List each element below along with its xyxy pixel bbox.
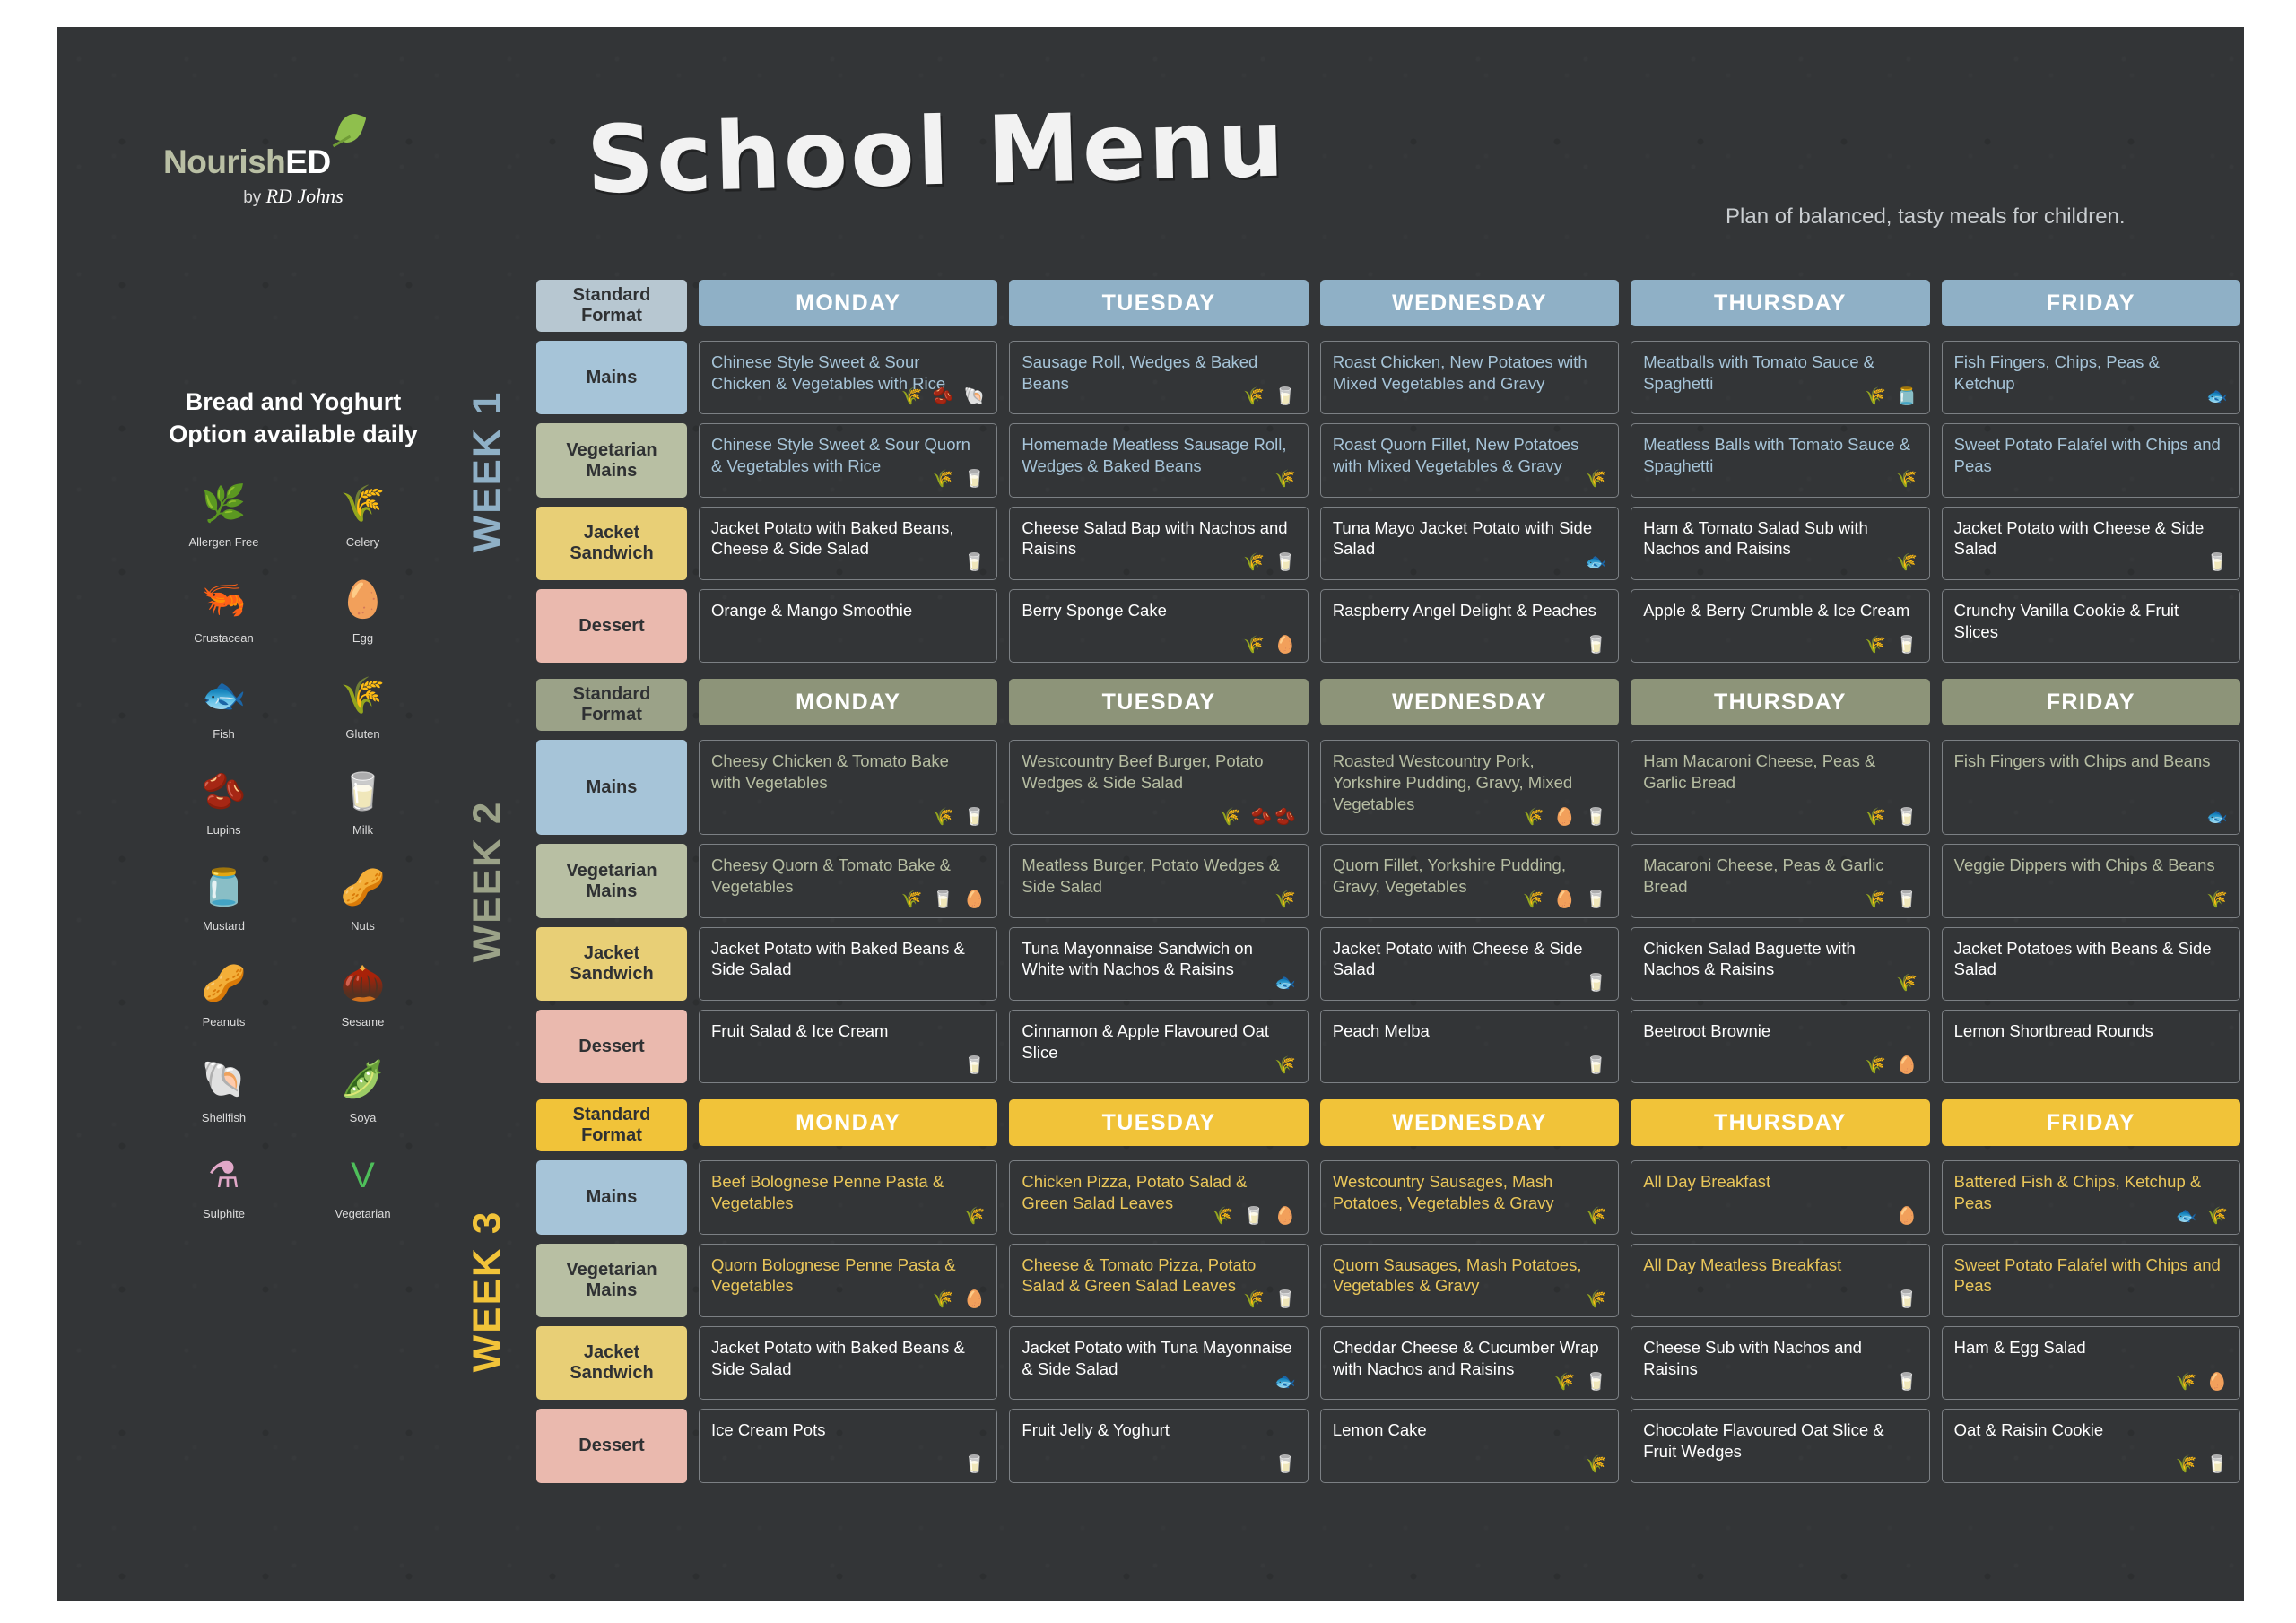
legend-item-label: Shellfish — [201, 1110, 247, 1124]
legend-item — [154, 867, 293, 933]
legend-item — [293, 867, 432, 933]
row-header-dessert: Dessert — [536, 1010, 687, 1083]
menu-item-text: Jacket Potato with Cheese & Side Salad — [1332, 938, 1583, 979]
menu-item-text: Lemon Cake — [1332, 1420, 1427, 1440]
lupins-icon: 🫘 — [201, 771, 247, 812]
allergen-icons: 🌾 🥛 — [1865, 808, 1920, 828]
menu-item-text: Fish Fingers with Chips and Beans — [1953, 751, 2211, 771]
allergen-icons: 🥚 — [1895, 1207, 1920, 1227]
menu-cell — [1320, 1244, 1619, 1317]
allergen-icons: 🌾 — [1274, 890, 1299, 910]
day-header-thursday: THURSDAY — [1631, 1099, 1929, 1146]
menu-cell — [1320, 507, 1619, 580]
menu-grid — [465, 280, 2240, 1499]
menu-cell — [699, 589, 997, 663]
week-label-text: WEEK 2 — [465, 800, 509, 963]
allergen-icons: 🌾 — [1895, 973, 1920, 993]
menu-cell — [1009, 844, 1308, 917]
row-header-mains: Mains — [536, 341, 687, 414]
menu-item-text: Jacket Potato with Baked Beans, Cheese & Side Salad — [711, 517, 954, 559]
legend-item-label: Soya — [349, 1110, 377, 1124]
menu-item-text: Westcountry Beef Burger, Potato Wedges & Side Salad — [1022, 751, 1264, 793]
menu-item-text: Orange & Mango Smoothie — [711, 601, 913, 621]
allergen-icons: 🌾 — [2206, 890, 2231, 910]
day-header-friday: FRIDAY — [1942, 280, 2240, 326]
brand-byline-name: RD Johns — [265, 185, 344, 207]
allergen-icons: 🌾 🥚 — [1865, 1056, 1920, 1076]
menu-row-jacket — [536, 1326, 2240, 1400]
menu-item-text: Crunchy Vanilla Cookie & Fruit Slices — [1953, 601, 2179, 641]
brand-name-secondary: ED — [285, 143, 331, 180]
day-header-row — [536, 280, 2240, 332]
brand-logo — [163, 143, 423, 208]
allergen-icons: 🐟 — [1274, 1373, 1299, 1393]
menu-item-text: Meatless Burger, Potato Wedges & Side Salad — [1022, 855, 1280, 897]
week-label-text: WEEK 3 — [465, 1210, 509, 1373]
day-header-tuesday: TUESDAY — [1009, 679, 1308, 725]
menu-row-dessert — [536, 1010, 2240, 1083]
menu-cell — [699, 927, 997, 1001]
allergen-icons: 🌾 🥛 — [1865, 636, 1920, 655]
legend-title — [154, 386, 432, 451]
soya-icon: 🫛 — [340, 1059, 386, 1099]
menu-cell — [1631, 1244, 1929, 1317]
legend-item-label: Celery — [345, 534, 380, 549]
menu-row-dessert — [536, 589, 2240, 663]
brand-name-primary: Nourish — [163, 143, 286, 180]
menu-cell — [1320, 423, 1619, 497]
legend-item — [154, 1155, 293, 1220]
allergen-icons: 🌾 — [1585, 1289, 1610, 1309]
legend-item — [154, 771, 293, 837]
fish-icon: 🐟 — [201, 675, 247, 716]
menu-item-text: Cheesy Quorn & Tomato Bake & Vegetables — [711, 855, 952, 897]
menu-cell — [699, 1160, 997, 1234]
menu-item-text: Chinese Style Sweet & Sour Chicken & Vegetables with Rice — [711, 352, 946, 393]
menu-item-text: Tuna Mayo Jacket Potato with Side Salad — [1332, 517, 1593, 559]
menu-cell — [1631, 1409, 1929, 1482]
menu-item-text: Macaroni Cheese, Peas & Garlic Bread — [1643, 855, 1884, 897]
menu-cell — [1009, 507, 1308, 580]
legend-grid — [154, 483, 432, 1220]
legend-item — [293, 483, 432, 549]
celery-icon: 🌾 — [340, 483, 386, 524]
menu-item-text: Raspberry Angel Delight & Peaches — [1332, 601, 1596, 621]
menu-item-text: Veggie Dippers with Chips & Beans — [1953, 855, 2215, 875]
menu-item-text: Ham Macaroni Cheese, Peas & Garlic Bread — [1643, 751, 1876, 793]
menu-cell — [699, 1244, 997, 1317]
allergen-icons: 🌾 🥛 — [1243, 552, 1299, 572]
menu-board — [57, 27, 2244, 1601]
allergen-icons: 🐟 — [1274, 973, 1299, 993]
menu-cell — [1942, 1326, 2240, 1400]
menu-item-text: Westcountry Sausages, Mash Potatoes, Vegetables & Gravy — [1332, 1172, 1554, 1213]
allergen-icons: 🥛 — [1585, 1056, 1610, 1076]
menu-cell — [1942, 507, 2240, 580]
menu-item-text: Jacket Potato with Baked Beans & Side Salad — [711, 938, 965, 979]
gluten-icon: 🌾 — [340, 675, 386, 716]
menu-cell — [1631, 341, 1929, 414]
day-header-monday: MONDAY — [699, 1099, 997, 1146]
allergen-icons: 🌾 🥛 — [1865, 890, 1920, 910]
allergen-icons: 🌾 — [963, 1207, 988, 1227]
row-header-jacket: Jacket Sandwich — [536, 507, 687, 580]
sulphite-icon: ⚗ — [207, 1155, 240, 1195]
egg-icon: 🥚 — [340, 579, 386, 620]
menu-item-text: Sausage Roll, Wedges & Baked Beans — [1022, 352, 1258, 393]
menu-cell — [1009, 1409, 1308, 1482]
allergen-icons: 🌾 🥛 🥚 — [1212, 1207, 1299, 1227]
allergen-icons: 🥛 — [963, 1056, 988, 1076]
menu-cell — [1320, 1409, 1619, 1482]
legend-item-label: Gluten — [345, 726, 380, 741]
menu-cell — [1942, 423, 2240, 497]
allergen-icons: 🌾 — [1274, 1056, 1299, 1076]
allergen-icons: 🌾 🥛 — [1243, 387, 1299, 407]
mustard-icon: 🫙 — [201, 867, 247, 907]
menu-item-text: Cheese & Tomato Pizza, Potato Salad & Green Salad Leaves — [1022, 1254, 1257, 1296]
menu-cell — [1320, 589, 1619, 663]
day-header-tuesday: TUESDAY — [1009, 280, 1308, 326]
menu-item-text: Oat & Raisin Cookie — [1953, 1420, 2104, 1440]
legend-item — [293, 675, 432, 741]
legend-item-label: Crustacean — [194, 630, 254, 645]
legend-title-line2: Option available daily — [169, 421, 418, 448]
menu-cell — [1009, 1244, 1308, 1317]
menu-item-text: Roast Quorn Fillet, New Potatoes with Mixed Vegetables & Gravy — [1332, 435, 1579, 476]
menu-cell — [1320, 740, 1619, 835]
row-header-mains: Mains — [536, 1160, 687, 1234]
menu-cell — [1631, 844, 1929, 917]
allergen-icons: 🌾 — [1274, 470, 1299, 490]
menu-cell — [1631, 423, 1929, 497]
day-header-monday: MONDAY — [699, 280, 997, 326]
menu-cell — [1631, 589, 1929, 663]
menu-item-text: Meatballs with Tomato Sauce & Spaghetti — [1643, 352, 1874, 393]
menu-cell — [1009, 589, 1308, 663]
row-header-jacket: Jacket Sandwich — [536, 1326, 687, 1400]
legend-item-label: Fish — [213, 726, 235, 741]
legend-item-label: Vegetarian — [335, 1206, 391, 1220]
legend-item-label: Allergen Free — [188, 534, 259, 549]
nuts-icon: 🥜 — [340, 867, 386, 907]
menu-cell — [699, 1326, 997, 1400]
row-header-vegetarian: Vegetarian Mains — [536, 1244, 687, 1317]
allergen-icons: 🥛 — [963, 552, 988, 572]
menu-row-vegetarian — [536, 1244, 2240, 1317]
legend-item — [293, 963, 432, 1028]
menu-cell — [1942, 927, 2240, 1001]
allergen-icons: 🌾 🥛 🥚 — [900, 890, 988, 910]
menu-item-text: Chicken Pizza, Potato Salad & Green Salad Leaves — [1022, 1172, 1248, 1213]
menu-item-text: Apple & Berry Crumble & Ice Cream — [1643, 601, 1910, 621]
menu-cell — [1320, 341, 1619, 414]
menu-row-vegetarian — [536, 423, 2240, 497]
day-header-wednesday: WEDNESDAY — [1320, 1099, 1619, 1146]
peanuts-icon: 🥜 — [201, 963, 247, 1003]
menu-item-text: Lemon Shortbread Rounds — [1953, 1021, 2153, 1041]
menu-cell — [1009, 1160, 1308, 1234]
menu-item-text: Fruit Jelly & Yoghurt — [1022, 1420, 1170, 1440]
menu-item-text: Meatless Balls with Tomato Sauce & Spaghetti — [1643, 435, 1911, 476]
menu-item-text: Roasted Westcountry Pork, Yorkshire Pudding, Gravy, Mixed Vegetables — [1332, 751, 1573, 813]
row-header-standard-format: Standard Format — [536, 1099, 687, 1151]
page-subtitle: Plan of balanced, tasty meals for children. — [1726, 204, 2126, 229]
day-header-thursday: THURSDAY — [1631, 280, 1929, 326]
legend-item — [154, 483, 293, 549]
menu-item-text: Ham & Tomato Salad Sub with Nachos and Raisins — [1643, 517, 1868, 559]
legend-item-label: Peanuts — [202, 1014, 246, 1028]
day-header-tuesday: TUESDAY — [1009, 1099, 1308, 1146]
menu-item-text: Jacket Potato with Baked Beans & Side Salad — [711, 1338, 965, 1378]
legend-item — [154, 1059, 293, 1124]
week-label-text: WEEK 1 — [465, 390, 509, 553]
menu-cell — [1631, 1326, 1929, 1400]
legend-item-label: Sesame — [341, 1014, 385, 1028]
menu-item-text: Jacket Potatoes with Beans & Side Salad — [1953, 938, 2212, 979]
menu-cell — [1320, 927, 1619, 1001]
menu-cell — [1942, 1160, 2240, 1234]
legend-item — [154, 579, 293, 645]
menu-item-text: Beef Bolognese Penne Pasta & Vegetables — [711, 1172, 944, 1213]
legend-item — [293, 1059, 432, 1124]
menu-item-text: Jacket Potato with Cheese & Side Salad — [1953, 517, 2205, 559]
menu-cell — [1009, 1010, 1308, 1083]
row-header-standard-format: Standard Format — [536, 280, 687, 332]
menu-item-text: Tuna Mayonnaise Sandwich on White with Nachos & Raisins — [1022, 938, 1253, 979]
page-title: School Menu — [585, 88, 1288, 215]
menu-item-text: Fruit Salad & Ice Cream — [711, 1021, 889, 1041]
menu-item-text: Cheddar Cheese & Cucumber Wrap with Nachos and Raisins — [1332, 1338, 1599, 1378]
legend-item-label: Mustard — [203, 918, 245, 933]
allergen-icons: 🥛 — [1274, 1455, 1299, 1475]
week-label — [456, 1099, 518, 1482]
menu-cell — [1631, 740, 1929, 835]
legend-title-line1: Bread and Yoghurt — [185, 388, 402, 415]
allergen-legend — [154, 386, 432, 1220]
menu-item-text: Fish Fingers, Chips, Peas & Ketchup — [1953, 352, 2160, 393]
menu-item-text: Quorn Sausages, Mash Potatoes, Vegetables & Gravy — [1332, 1254, 1582, 1296]
menu-item-text: Cheese Salad Bap with Nachos and Raisins — [1022, 517, 1288, 559]
legend-item-label: Nuts — [351, 918, 375, 933]
menu-item-text: All Day Breakfast — [1643, 1172, 1771, 1192]
menu-item-text: Chinese Style Sweet & Sour Quorn & Vegetables with Rice — [711, 435, 970, 476]
menu-item-text: Battered Fish & Chips, Ketchup & Peas — [1953, 1172, 2202, 1213]
menu-item-text: Ham & Egg Salad — [1953, 1338, 2086, 1358]
allergen-icons: 🌾 — [1895, 552, 1920, 572]
row-header-vegetarian: Vegetarian Mains — [536, 423, 687, 497]
allergen-icons: 🌾 — [1585, 1207, 1610, 1227]
menu-cell — [1631, 507, 1929, 580]
menu-item-text: Quorn Bolognese Penne Pasta & Vegetables — [711, 1254, 956, 1296]
allergen-icons: 🐟 🌾 — [2175, 1207, 2231, 1227]
allergen-icons: 🌾 🥚 🥛 — [1522, 890, 1610, 910]
day-header-friday: FRIDAY — [1942, 1099, 2240, 1146]
menu-item-text: Sweet Potato Falafel with Chips and Peas — [1953, 1254, 2221, 1296]
day-header-monday: MONDAY — [699, 679, 997, 725]
menu-row-dessert — [536, 1409, 2240, 1482]
day-header-row — [536, 679, 2240, 731]
menu-row-jacket — [536, 927, 2240, 1001]
allergen-icons: 🌾 🫙 — [1865, 387, 1920, 407]
menu-item-text: Beetroot Brownie — [1643, 1021, 1771, 1041]
menu-cell — [1009, 423, 1308, 497]
menu-cell — [1942, 1244, 2240, 1317]
allergen-icons: 🥛 — [2206, 552, 2231, 572]
allergen-icons: 🌾 🥛 — [2175, 1455, 2231, 1475]
legend-item-label: Lupins — [206, 822, 241, 837]
allergen-icons: 🌾 🥚 — [1243, 636, 1299, 655]
menu-item-text: Jacket Potato with Tuna Mayonnaise & Side Salad — [1022, 1338, 1292, 1378]
day-header-friday: FRIDAY — [1942, 679, 2240, 725]
allergen-icons: 🐟 — [2206, 808, 2231, 828]
brand-byline-prefix: by — [243, 188, 266, 207]
menu-row-vegetarian — [536, 844, 2240, 917]
menu-cell — [1942, 1409, 2240, 1482]
legend-item-label: Milk — [352, 822, 374, 837]
allergen-icons: 🌾 🥛 — [932, 808, 988, 828]
week-band — [465, 280, 2240, 663]
allergen-icons: 🌾 — [1895, 470, 1920, 490]
day-header-wednesday: WEDNESDAY — [1320, 280, 1619, 326]
menu-cell — [1009, 740, 1308, 835]
milk-icon: 🥛 — [340, 771, 386, 812]
legend-item-label: Sulphite — [203, 1206, 245, 1220]
menu-row-jacket — [536, 507, 2240, 580]
row-header-dessert: Dessert — [536, 1409, 687, 1482]
allergen-icons: 🌾 🫘 🐚 — [900, 387, 988, 407]
menu-item-text: Peach Melba — [1332, 1021, 1430, 1041]
menu-cell — [699, 1409, 997, 1482]
menu-cell — [1631, 1160, 1929, 1234]
menu-item-text: Cheesy Chicken & Tomato Bake with Vegetables — [711, 751, 949, 793]
menu-item-text: Roast Chicken, New Potatoes with Mixed Vegetables and Gravy — [1332, 352, 1587, 393]
day-header-thursday: THURSDAY — [1631, 679, 1929, 725]
allergen-icons: 🐟 — [2206, 387, 2231, 407]
leaf-icon: 🌿 — [201, 483, 247, 524]
menu-item-text: Sweet Potato Falafel with Chips and Peas — [1953, 435, 2221, 476]
allergen-icons: 🌾 — [1585, 1455, 1610, 1475]
menu-cell — [1320, 1326, 1619, 1400]
menu-cell — [699, 507, 997, 580]
allergen-icons: 🌾 🥛 — [932, 470, 988, 490]
row-header-standard-format: Standard Format — [536, 679, 687, 731]
menu-item-text: Chocolate Flavoured Oat Slice & Fruit Wedges — [1643, 1420, 1884, 1462]
row-header-mains: Mains — [536, 740, 687, 835]
menu-cell — [699, 341, 997, 414]
menu-cell — [1631, 927, 1929, 1001]
week-band — [465, 1099, 2240, 1482]
row-header-jacket: Jacket Sandwich — [536, 927, 687, 1001]
vegetarian-icon: V — [351, 1155, 375, 1195]
menu-item-text: Berry Sponge Cake — [1022, 601, 1167, 621]
menu-cell — [699, 740, 997, 835]
week-band — [465, 679, 2240, 1083]
brand-byline — [163, 185, 423, 208]
allergen-icons: 🌾 🥚 🥛 — [1522, 808, 1610, 828]
row-header-vegetarian: Vegetarian Mains — [536, 844, 687, 917]
menu-row-mains — [536, 740, 2240, 835]
menu-item-text: Chicken Salad Baguette with Nachos & Raisins — [1643, 938, 1856, 979]
menu-item-text: Ice Cream Pots — [711, 1420, 826, 1440]
menu-row-mains — [536, 341, 2240, 414]
allergen-icons: 🥛 — [1585, 636, 1610, 655]
menu-item-text: All Day Meatless Breakfast — [1643, 1254, 1842, 1274]
allergen-icons: 🥛 — [1895, 1373, 1920, 1393]
legend-item — [293, 1155, 432, 1220]
menu-cell — [1942, 740, 2240, 835]
menu-cell — [1009, 927, 1308, 1001]
sesame-icon: 🌰 — [340, 963, 386, 1003]
allergen-icons: 🌾 🥛 — [1243, 1289, 1299, 1309]
menu-cell — [1320, 1010, 1619, 1083]
menu-cell — [699, 1010, 997, 1083]
menu-cell — [1631, 1010, 1929, 1083]
day-header-wednesday: WEDNESDAY — [1320, 679, 1619, 725]
day-header-row — [536, 1099, 2240, 1151]
row-header-dessert: Dessert — [536, 589, 687, 663]
shellfish-icon: 🐚 — [201, 1059, 247, 1099]
menu-cell — [699, 423, 997, 497]
menu-item-text: Cheese Sub with Nachos and Raisins — [1643, 1338, 1862, 1378]
menu-cell — [1942, 844, 2240, 917]
week-label — [456, 280, 518, 663]
allergen-icons: 🌾 🥚 — [2175, 1373, 2231, 1393]
allergen-icons: 🥛 — [1895, 1289, 1920, 1309]
menu-cell — [1009, 1326, 1308, 1400]
menu-cell — [699, 844, 997, 917]
legend-item — [293, 579, 432, 645]
allergen-icons: 🌾 🫘🫘 — [1219, 808, 1299, 828]
allergen-icons: 🥛 — [963, 1455, 988, 1475]
menu-cell — [1009, 341, 1308, 414]
menu-cell — [1942, 1010, 2240, 1083]
legend-item — [293, 771, 432, 837]
menu-row-mains — [536, 1160, 2240, 1234]
menu-cell — [1942, 589, 2240, 663]
allergen-icons: 🌾 🥚 — [932, 1289, 988, 1309]
week-label — [456, 679, 518, 1083]
allergen-icons: 🌾 🥛 — [1553, 1373, 1610, 1393]
menu-cell — [1320, 844, 1619, 917]
legend-item — [154, 963, 293, 1028]
menu-item-text: Cinnamon & Apple Flavoured Oat Slice — [1022, 1021, 1270, 1062]
allergen-icons: 🥛 — [1585, 973, 1610, 993]
menu-item-text: Homemade Meatless Sausage Roll, Wedges & Baked Beans — [1022, 435, 1287, 476]
crustacean-icon: 🦐 — [201, 579, 247, 620]
menu-item-text: Quorn Fillet, Yorkshire Pudding, Gravy, Vegetables — [1332, 855, 1566, 897]
allergen-icons: 🐟 — [1585, 552, 1610, 572]
legend-item-label: Egg — [352, 630, 374, 645]
menu-cell — [1942, 341, 2240, 414]
legend-item — [154, 675, 293, 741]
menu-cell — [1320, 1160, 1619, 1234]
allergen-icons: 🌾 — [1585, 470, 1610, 490]
